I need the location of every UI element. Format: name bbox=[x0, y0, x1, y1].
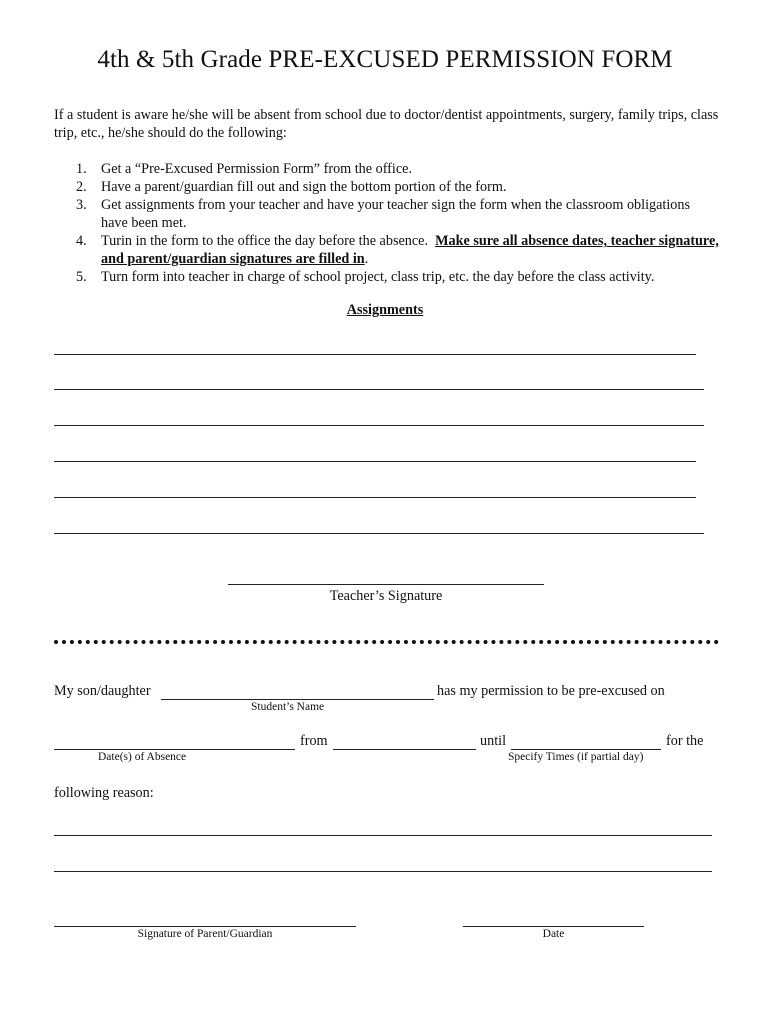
instruction-item bbox=[54, 232, 719, 268]
instruction-item bbox=[54, 160, 719, 178]
intro-paragraph: If a student is aware he/she will be absent from school due to doctor/dentist appointments, surgery, family trips, class trip, etc., he/she should do the following: bbox=[54, 107, 719, 141]
assignment-line[interactable] bbox=[54, 389, 704, 390]
from-time-field[interactable] bbox=[333, 749, 476, 750]
instruction-number: 4. bbox=[76, 233, 87, 249]
from-label: from bbox=[300, 733, 328, 749]
reason-label: following reason: bbox=[54, 785, 154, 801]
instruction-item bbox=[54, 178, 719, 196]
son-daughter-label: My son/daughter bbox=[54, 683, 151, 699]
instruction-text: Get a “Pre-Excused Permission Form” from the office. bbox=[101, 161, 412, 177]
for-the-label: for the bbox=[666, 733, 704, 749]
cut-line-divider bbox=[54, 640, 719, 644]
instructions-list bbox=[54, 160, 719, 286]
reason-line[interactable] bbox=[54, 835, 712, 836]
teacher-signature-label: Teacher’s Signature bbox=[329, 588, 443, 604]
instruction-item bbox=[54, 268, 719, 286]
assignment-line[interactable] bbox=[54, 533, 704, 534]
specify-times-label: Specify Times (if partial day) bbox=[508, 751, 644, 763]
form-title: 4th & 5th Grade PRE-EXCUSED PERMISSION FORM bbox=[97, 46, 673, 73]
parent-signature-label: Signature of Parent/Guardian bbox=[137, 928, 273, 940]
absence-dates-label: Date(s) of Absence bbox=[98, 751, 187, 763]
until-label: until bbox=[480, 733, 507, 749]
instruction-number: 1. bbox=[76, 161, 87, 177]
assignments-heading: Assignments bbox=[346, 302, 424, 318]
instruction-number: 2. bbox=[76, 179, 87, 195]
instruction-number: 5. bbox=[76, 269, 87, 285]
student-name-label: Student’s Name bbox=[251, 701, 325, 713]
parent-signature-line[interactable] bbox=[54, 926, 356, 927]
student-name-field[interactable] bbox=[161, 699, 434, 700]
teacher-signature-line[interactable] bbox=[228, 584, 544, 585]
permission-text: has my permission to be pre-excused on bbox=[437, 683, 665, 699]
instruction-item bbox=[54, 196, 719, 232]
until-time-field[interactable] bbox=[511, 749, 661, 750]
assignment-line[interactable] bbox=[54, 497, 696, 498]
date-line[interactable] bbox=[463, 926, 644, 927]
assignment-line[interactable] bbox=[54, 354, 696, 355]
assignment-line[interactable] bbox=[54, 425, 704, 426]
instruction-emphasis: Make sure all absence dates, teacher signature, and parent/guardian signatures are filled in bbox=[101, 233, 719, 267]
instruction-text: Turin in the form to the office the day before the absence. bbox=[101, 233, 436, 249]
instruction-text: Have a parent/guardian fill out and sign the bottom portion of the form. bbox=[101, 179, 507, 195]
date-label: Date bbox=[542, 928, 565, 940]
absence-dates-field[interactable] bbox=[54, 749, 295, 750]
instruction-number: 3. bbox=[76, 197, 87, 213]
reason-line[interactable] bbox=[54, 871, 712, 872]
instruction-text: Get assignments from your teacher and have your teacher sign the form when the classroom obligations have been met. bbox=[101, 197, 691, 231]
assignment-line[interactable] bbox=[54, 461, 696, 462]
instruction-text-end: . bbox=[364, 251, 369, 267]
instruction-text: Turn form into teacher in charge of school project, class trip, etc. the day before the class activity. bbox=[101, 269, 655, 285]
